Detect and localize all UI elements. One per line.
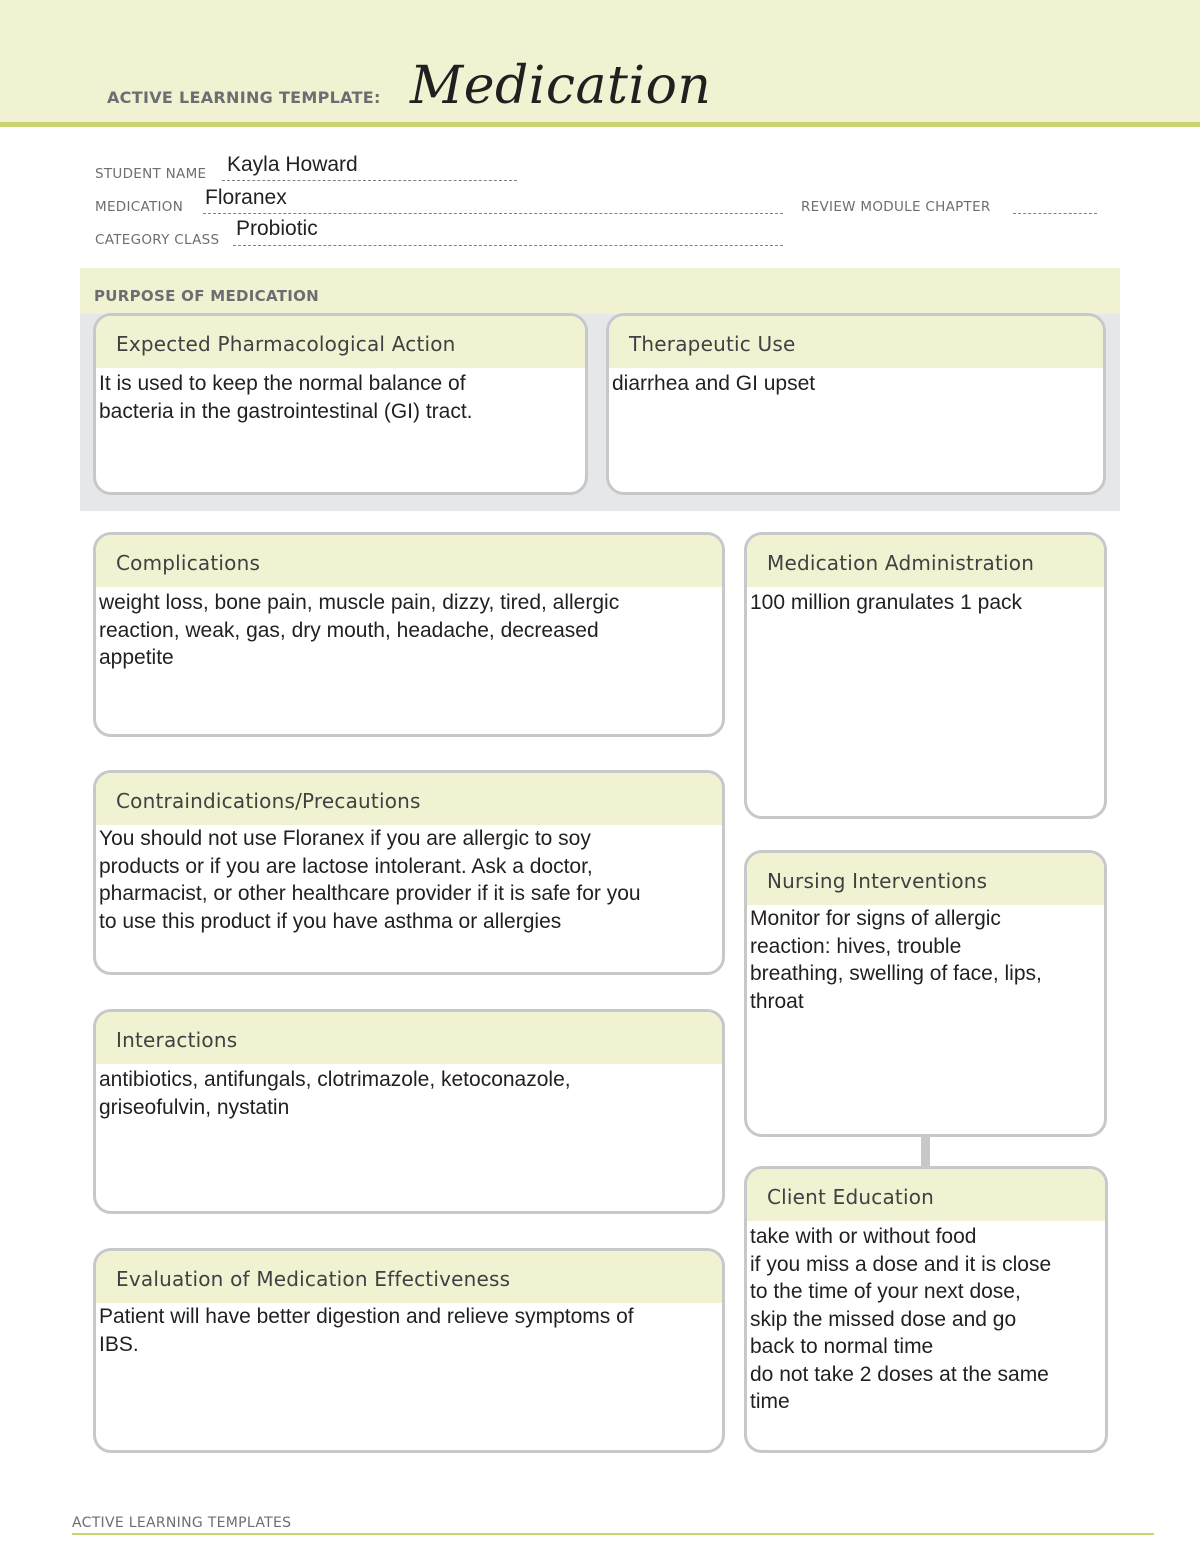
nursing-interventions-text[interactable]: Monitor for signs of allergic reaction: hives, trouble breathing, swelling of face, lips, throat [750,907,1042,1013]
therapeutic-use-text[interactable]: diarrhea and GI upset [612,372,816,395]
complications-title: Complications [96,535,722,587]
contraindications-title: Contraindications/Precautions [96,773,722,825]
client-education-box [744,1166,1108,1453]
category-class-field[interactable]: Probiotic [236,217,318,240]
complications-box [93,532,725,737]
medication-administration-box [744,532,1107,819]
interactions-title: Interactions [96,1012,722,1064]
contraindications-box [93,770,725,975]
nursing-interventions-box [744,850,1107,1137]
medication-administration-title: Medication Administration [747,535,1104,587]
expected-action-text[interactable]: It is used to keep the normal balance of bacteria in the gastrointestinal (GI) tract. [99,372,473,423]
review-module-label: REVIEW MODULE CHAPTER [801,199,991,215]
footer-label: ACTIVE LEARNING TEMPLATES [72,1515,292,1531]
therapeutic-use-box [606,313,1106,495]
category-class-label: CATEGORY CLASS [95,232,220,248]
client-education-title: Client Education [747,1169,1105,1221]
complications-text[interactable]: weight loss, bone pain, muscle pain, dizzy, tired, allergic reaction, weak, gas, dry mouth, headache, decreased appetite [99,591,620,669]
contraindications-text[interactable]: You should not use Floranex if you are allergic to soy products or if you are lactose intolerant. Ask a doctor, pharmacist, or other healthcare provider if it is safe for you to use this product if you have asthma or allergies [99,827,641,933]
template-label: ACTIVE LEARNING TEMPLATE: [107,88,381,107]
expected-action-title: Expected Pharmacological Action [96,316,585,368]
header-divider [0,122,1200,127]
purpose-label: PURPOSE OF MEDICATION [94,287,320,305]
student-name-field[interactable]: Kayla Howard [227,153,358,176]
evaluation-title: Evaluation of Medication Effectiveness [96,1251,722,1303]
therapeutic-use-title: Therapeutic Use [609,316,1103,368]
medication-field[interactable]: Floranex [205,186,287,209]
expected-action-box [93,313,588,495]
interactions-text[interactable]: antibiotics, antifungals, clotrimazole, ketoconazole, griseofulvin, nystatin [99,1068,571,1119]
review-module-field[interactable] [1013,213,1097,214]
medication-label: MEDICATION [95,199,184,215]
template-title: Medication [410,56,712,116]
student-name-line [222,180,517,181]
box-connector [921,1136,930,1166]
nursing-interventions-title: Nursing Interventions [747,853,1104,905]
medication-administration-text[interactable]: 100 million granulates 1 pack [750,591,1022,614]
student-name-label: STUDENT NAME [95,166,207,182]
evaluation-text[interactable]: Patient will have better digestion and relieve symptoms of IBS. [99,1305,634,1356]
medication-line [203,213,783,214]
footer-divider [72,1533,1154,1535]
category-class-line [233,245,783,246]
client-education-text[interactable]: take with or without food if you miss a dose and it is close to the time of your next dose, skip the missed dose and go back to normal time do not take 2 doses at the same time [750,1225,1052,1413]
interactions-box [93,1009,725,1214]
evaluation-box [93,1248,725,1453]
